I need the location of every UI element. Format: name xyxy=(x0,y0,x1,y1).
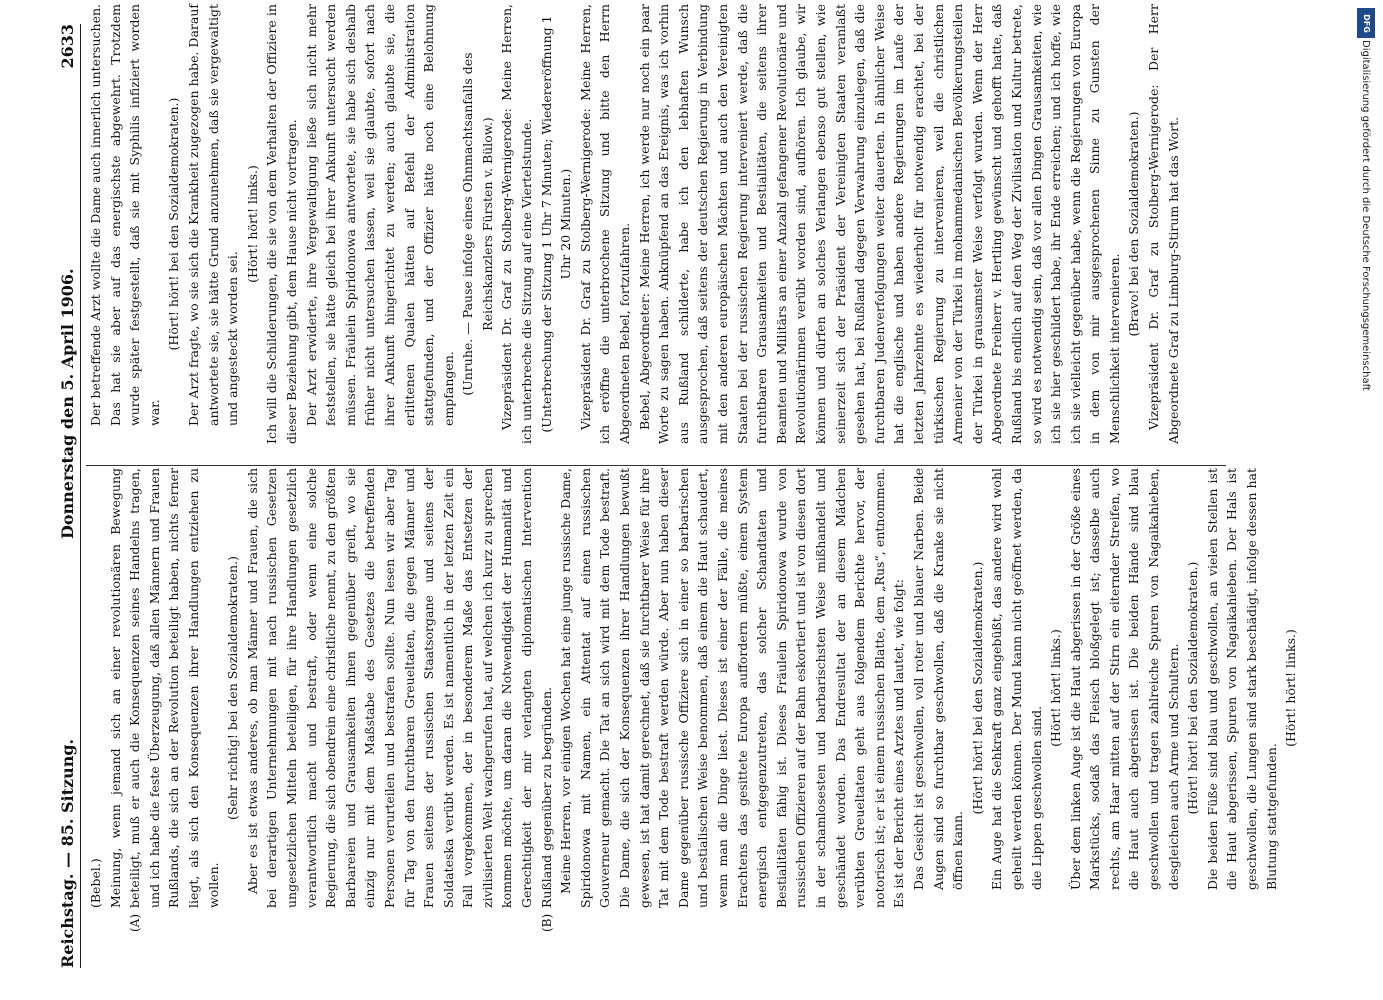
paragraph: (Hört! hört! links.) xyxy=(1048,629,1064,747)
paragraph: Meinung, wenn jemand sich an einer revolutionären Bewegung beteiligt, muß er auch die Konsequenzen seines Handelns tragen, und ich habe die feste Überzeugung, daß allen Männern und Frauen Rußlands, die sich an der Revolution beteiligt haben, nichts ferner liegt, als sich den Konsequenzen ihrer Handlungen entziehen zu wollen. xyxy=(107,468,221,908)
paragraph: (Bravo! bei den Sozialdemokraten.) xyxy=(1126,111,1142,337)
margin-marker-b: (B) xyxy=(540,913,554,932)
paragraph: (Unterbrechung der Sitzung 1 Uhr 7 Minuten; Wiedereröffnung 1 Uhr 20 Minuten.) xyxy=(538,15,574,433)
paragraph: (Sehr richtig! bei den Sozialdemokraten.) xyxy=(225,556,241,820)
paragraph: (Hört! hört! bei den Sozialdemokraten.) xyxy=(969,561,985,815)
paragraph: (Unruhe. — Pause infolge eines Ohnmachtsanfalls des Reichskanzlers Fürsten v. Bülow.) xyxy=(460,52,495,396)
margin-marker-a: (A) xyxy=(128,913,142,932)
right-column xyxy=(86,4,1226,444)
paragraph: Das Gesicht ist geschwollen, voll roter und blauer Narben. Beide Augen sind so furchtbar geschwollen, daß die Kranke sie nicht öffnen kann. xyxy=(910,468,966,890)
paragraph: Vizepräsident Dr. Graf zu Stolberg-Wernigerode: Der Herr Abgeordnete Graf zu Limburg-Stirum hat das Wort. xyxy=(1146,4,1181,444)
header-date: Donnerstag den 5. April 1906. xyxy=(58,268,77,540)
page-header xyxy=(58,24,81,968)
paragraph: Ich will die Schilderungen, die sie von dem Verhalten der Offiziere in dieser Beziehung gibt, dem Hause nicht vortragen. xyxy=(264,4,299,444)
paragraph: (Hört! hört! bei den Sozialdemokraten.) xyxy=(1185,561,1201,815)
paragraph: (Hört! hört! bei den Sozialdemokraten.) xyxy=(166,97,182,351)
digitization-credit: Digitalisierung gefördert durch die Deutsche Forschungsgemeinschaft xyxy=(1360,40,1371,391)
left-column xyxy=(86,468,1299,908)
paragraph: Meine Herren, vor einigen Wochen hat eine junge russische Dame, Spiridonowa mit Namen, ein Attentat auf einen russischen Gouverneur gemacht. Die Tat an sich wird mit dem Tode bestraft. Die Dame, die sich der Konsequenzen ihrer Handlungen bewußt gewesen, ist hat damit gerechnet, daß sie furchtbarer Weise für ihre Tat mit dem Tode bestraft werden würde. Aber nun haben dieser Dame gegenüber russische Offiziere sich in einer so barbarischen und bestialischen Weise benommen, daß einem die Haut schaudert, wenn man die Dinge liest. Dieses ist einer der Fälle, die meines Erachtens das gesittete Europa auffordern müßte, einem System energisch entgegenzutreten, das solcher Schandtaten und Bestialitäten fähig ist. Dieses Fräulein Spiridonowa wurde von russischen Offizieren auf der Bahn eskortiert und ist von diesen dort in der schamlosesten und barbarischsten Weise mißhandelt und geschändet worden. Das Endresultat der an diesem Mädchen verübten Greueltaten geht aus folgendem Berichte hervor, der notorisch ist; er ist einem russischen Blatte, dem „Rus“, entnommen. Es ist der Bericht eines Arztes und lautet, wie folgt: xyxy=(558,468,907,908)
paragraph: Bebel, Abgeordneter: Meine Herren, ich werde nur noch ein paar Worte zu sagen haben. Anknüpfend an das Ereignis, was ich vorhin aus Rußland schilderte, habe ich den lebhaften Wunsch ausgesprochen, daß seitens der deutschen Regierung in Verbindung mit den anderen europäischen Mächten und auch den Vereinigten Staaten bei der russischen Regierung interveniert werde, daß die furchtbaren Grausamkeiten und Bestialitäten, die seitens ihrer Beamten und Militärs an einer Anzahl gefangener Revolutionäre und Revolutionärinnen verübt worden sind, aufhören. Ich glaube, wir können und dürfen an solches Verlangen ebenso gut stellen, wie seinerzeit sich der Präsident der Vereinigten Staaten veranlaßt gesehen hat, bei Rußland dagegen Verwahrung einzulegen, daß die furchtbaren Judenverfolgungen weiter dauerten. In ähnlicher Weise hat die englische und haben andere Regierungen im Laufe der letzten Jahrzehnte es wiederholt für notwendig erachtet, bei der türkischen Regierung zu intervenieren, weil die christlichen Armenier von der Türkei in mohammedanischen Bevölkerungsteilen der Türkei in grausamster Weise verfolgt wurden. Wenn der Herr Abgeordnete Freiherr v. Hertling gewünscht und gehofft hatte, daß Rußland bis endlich auf den Weg der Zivilisation und Kultur betrete, so wird es notwendig sein, daß vor allen Dingen Grausamkeiten, wie ich sie hier geschildert habe, ihr Ende erreichen; und ich hoffe, wie ich sie vielleicht gegenüber habe, wenn die Regierungen von Europa in dem von mir ausgesprochenen Sinne zu Gunsten der Menschlichkeit intervenieren. xyxy=(636,4,1122,444)
paragraph: Ein Auge hat die Sehkraft ganz eingebüßt, das andere wird wohl geheilt werden können. Der Mund kann nicht geöffnet werden, da die Lippen geschwollen sind. xyxy=(989,468,1044,890)
page-number: 2633 xyxy=(58,24,77,69)
paragraph: (Hört! hört! links.) xyxy=(244,165,260,283)
paragraph: (Bebel.) xyxy=(88,858,103,908)
dfg-logo: DFG xyxy=(1357,8,1375,38)
paragraph: Über dem linken Auge ist die Haut abgerissen in der Größe eines Markstücks, sodaß das Fleisch bloßgelegt ist; dasselbe auch rechts, am Haar mitten auf der Stirn ein eiternder Streifen, wo die Haut auch abgerissen ist. Die beiden Hände sind blau geschwollen und tragen zahlreiche Spuren von Nagaikahieben, desgleichen auch Arme und Schultern. xyxy=(1067,468,1181,890)
paragraph: (Hört! hört! links.) xyxy=(1283,629,1299,747)
paragraph: Vizepräsident Dr. Graf zu Stolberg-Wernigerode: Meine Herren, ich eröffne die unterbrochene Sitzung und bitte den Herrn Abgeordneten Bebel, fortzufahren. xyxy=(577,4,633,444)
paragraph: Aber es ist etwas anderes, ob man Männer und Frauen, die sich bei derartigen Unternehmungen mit nach russischen Gesetzen ungesetzlichen Mitteln beteiligen, für ihre Handlungen gesetzlich verantwortlich macht und bestraft, oder wenn eine solche Regierung, die sich obendrein eine christliche nennt, zu den größten Barbareien und Grausamkeiten ihnen gegenüber greift, wo sie einzig nur mit dem Maßstabe des Gesetzes die betreffenden Personen verurteilen und bestrafen sollte. Nun lesen wir aber Tag für Tag von den furchtbaren Greueltaten, die gegen Männer und Frauen seitens der russischen Staatsorgane und seitens der Soldateska verübt werden. Es ist namentlich in der letzten Zeit ein Fall vorgekommen, der in besonderem Maße das Entsetzen der zivilisierten Welt wachgerufen hat, auf welchen ich kurz zu sprechen kommen möchte, um daran die Notwendigkeit der Humanität und Gerechtigkeit der mir verlangten diplomatischen Intervention Rußland gegenüber zu begründen. xyxy=(244,468,554,908)
paragraph: Die beiden Füße sind blau und geschwollen, an vielen Stellen ist die Haut abgerissen, Spuren von Nagaikahieben. Der Hals ist geschwollen, die Lungen sind stark beschädigt, infolge dessen hat Blutung stattgefunden. xyxy=(1204,468,1279,890)
header-left: Reichstag. — 85. Sitzung. xyxy=(58,738,77,968)
paragraph: Der Arzt erwiderte, ihre Vergewaltigung ließe sich nicht mehr feststellen, sie hätte gleich bei ihrer Ankunft untersucht werden müssen. Fräulein Spiridonowa antwortete, sie habe sich deshalb früher nicht untersuchen lassen, weil sie glaubte, sofort nach ihrer Ankunft hingerichtet zu werden; auch glaubte sie, die erlittenen Qualen hätten auf Befehl der Administration stattgefunden, und der Offizier hätte noch eine Belohnung empfangen. xyxy=(303,4,456,426)
paragraph: Vizepräsident Dr. Graf zu Stolberg-Wernigerode: Meine Herren, ich unterbreche die Sitzung auf eine Viertelstunde. xyxy=(499,4,535,444)
paragraph: Der Arzt fragte, wo sie sich die Krankheit zugezogen habe. Darauf antwortete sie, sie hätte Grund anzunehmen, daß sie vergewaltigt und angesteckt worden sei. xyxy=(185,4,241,426)
column-divider xyxy=(86,465,1226,466)
paragraph: Der betreffende Arzt wollte die Dame auch innerlich untersuchen. Das hat sie aber auf das energischste abgewehrt. Trotzdem wurde später festgestellt, daß sie mit Syphilis infiziert worden war. xyxy=(88,4,162,426)
